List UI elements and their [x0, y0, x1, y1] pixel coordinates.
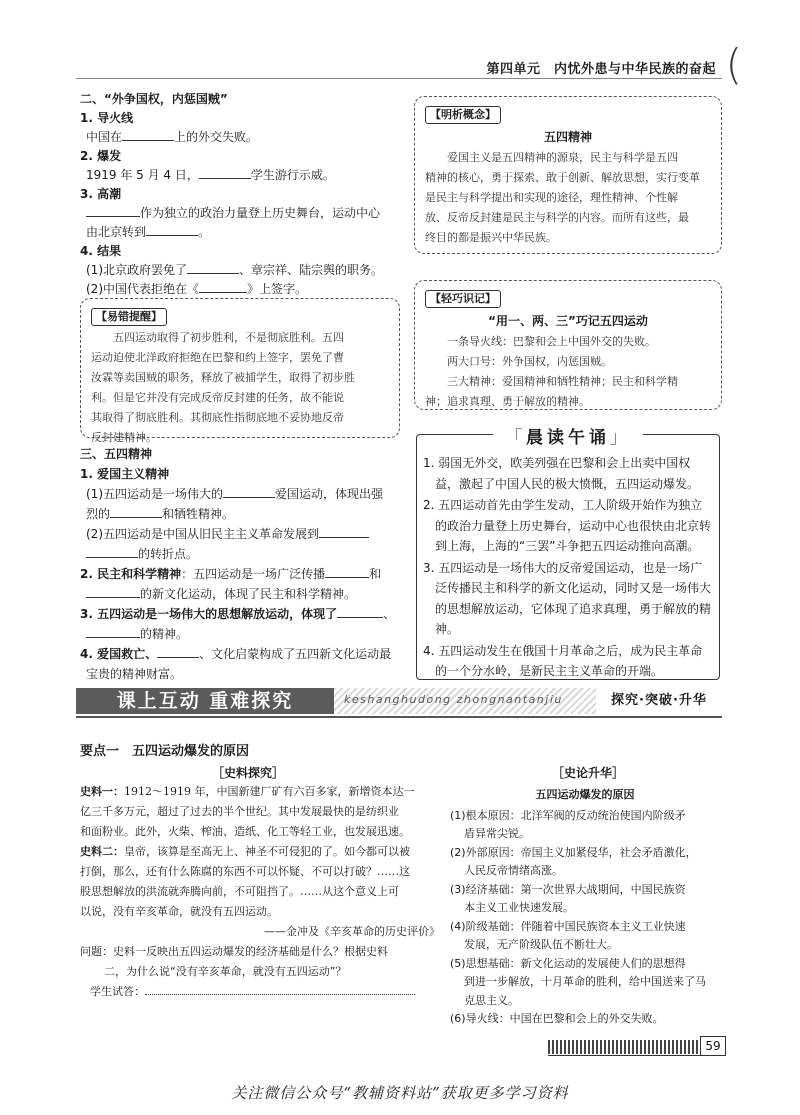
tip-line: 其取得了彻底胜利。其彻底性指彻底地不妥协地反帝: [91, 411, 344, 424]
p1b-post: 和牺牲精神。: [162, 507, 235, 521]
democracy-head: 2. 民主和科学精神: [80, 567, 182, 581]
material-line: 股思想解放的洪流就奔腾向前，不可阻挡了。……从这个意义上可: [80, 885, 399, 898]
p2b-post: 的转折点。: [138, 547, 199, 561]
item-4-post: 、文化启蒙构成了五四新文化运动最: [199, 647, 392, 661]
reason-line: (4)阶级基础：伴随着中国民族资本主义工业快速: [450, 919, 686, 933]
banner-underline: [76, 716, 722, 718]
page-number: 59: [700, 1036, 726, 1056]
fill-blank[interactable]: [325, 565, 369, 578]
p2a: (2)五四运动是中国从旧民主主义革命发展到: [86, 527, 319, 541]
reason-line: 克思主义。: [464, 993, 519, 1007]
tip-line: 反封建精神。: [91, 431, 157, 444]
item-1-text-post: 上的外交失败。: [174, 130, 259, 144]
h3-post: 、: [383, 607, 396, 621]
answer-label: 学生试答：: [90, 985, 145, 998]
fill-blank[interactable]: [157, 645, 199, 658]
p1a-pre: (1)五四运动是一场伟大的: [86, 487, 223, 501]
page-number-bar: [548, 1040, 698, 1054]
item-3-text-2-pre: 由北京转到: [86, 225, 147, 239]
item-3-text-1: 作为独立的政治力量登上历史舞台，运动中心: [140, 206, 381, 220]
tip-line: 五四运动取得了初步胜利，不是彻底胜利。五四: [113, 331, 344, 344]
recite-title: 晨读午诵: [526, 428, 610, 448]
p1b-pre: 烈的: [86, 507, 111, 521]
memory-line: 神；追求真理、勇于解放的精神。: [425, 395, 590, 408]
answer-input-line[interactable]: [145, 982, 415, 995]
banner-pinyin: keshanghudong zhongnantanjiu: [344, 693, 563, 706]
fill-blank[interactable]: [199, 166, 251, 179]
concept-line: 是民主与科学提出和实现的途径，理性精神、个性解: [425, 191, 678, 204]
recite-item: 3. 五四运动是一场伟大的反帝爱国运动，也是一场广泛传播民主和科学的新文化运动，同时又是一场伟大的思想解放运动，它体现了追求真理，勇于解放的精神。: [423, 560, 712, 636]
fill-blank[interactable]: [223, 485, 275, 498]
material-line: 和面粉业。此外，火柴、榨油、造纸、化工等轻工业，也发展迅速。: [80, 825, 410, 838]
liberation-head: 3. 五四运动是一场伟大的思想解放运动，体现了: [80, 607, 338, 621]
item-2-text-post: 学生游行示威。: [250, 168, 335, 182]
memory-line: 一条导火线：巴黎和会上中国外交的失败。: [447, 335, 656, 348]
recite-item: 1. 弱国无外交，欧美列强在巴黎和会上出卖中国权益，激起了中国人民的极大愤慨，五四运动爆发。: [423, 456, 700, 491]
question-line: 问题：史料一反映出五四运动爆发的经济基础是什么？根据史料: [80, 945, 388, 958]
reason-line: (3)经济基础：第一次世界大战期间，中国民族资: [450, 882, 686, 896]
section-2-title: 二、“外争国权，内惩国贼”: [80, 92, 228, 106]
section-2-item-1-head: 1. 导火线: [80, 111, 134, 125]
tip-line: 利。但是它并没有完成反帝反封建的任务，故不能说: [91, 391, 344, 404]
reason-line: 发展，无产阶级队伍不断壮大。: [464, 938, 618, 951]
reason-line: (6)导火线：中国在巴黎和会上的外交失败。: [450, 1012, 664, 1025]
footer-note: 关注微信公众号“教辅资料站”获取更多学习资料: [231, 1084, 569, 1102]
p3a: ：五四运动是一场广泛传播: [181, 567, 326, 581]
item-1-text-pre: 中国在: [86, 130, 123, 144]
fill-blank[interactable]: [319, 525, 369, 538]
concept-line: 爱国主义是五四精神的源泉，民主与科学是五四: [447, 151, 678, 164]
concept-box: [414, 96, 722, 254]
header-bracket-decoration: (: [725, 40, 742, 89]
point-1-title: 要点一 五四运动爆发的原因: [80, 744, 250, 759]
reason-line: (1)根本原因：北洋军阀的反动统治使国内阶级矛: [450, 808, 686, 822]
reason-line: 本主义工业快速发展。: [464, 901, 574, 914]
theory-head: ［史论升华］: [552, 766, 625, 780]
section-3: [80, 444, 410, 684]
fill-blank[interactable]: [146, 223, 198, 236]
question-line: 二，为什么说“没有辛亥革命，就没有五四运动”？: [104, 965, 347, 978]
section-3-title: 三、五四精神: [80, 447, 153, 461]
fill-blank[interactable]: [199, 280, 247, 293]
banner-subtitle: 探究·突破·升华: [596, 688, 722, 714]
mistake-tip-box: [80, 298, 400, 444]
header-divider: [76, 78, 722, 79]
reasons-title: 五四运动爆发的原因: [535, 788, 635, 801]
material-head: ［史料探究］: [212, 766, 285, 780]
result-1-pre: (1)北京政府罢免了: [86, 263, 187, 277]
reason-line: 到进一步解放，十月革命的胜利，给中国送来了马: [464, 975, 706, 988]
memory-box: [414, 280, 722, 410]
fill-blank[interactable]: [187, 261, 239, 274]
reason-line: (2)外部原因：帝国主义加紧侵华，社会矛盾激化，: [450, 845, 697, 859]
reasons-block: [450, 786, 720, 1029]
fill-blank[interactable]: [337, 605, 383, 618]
item-4-line2: 宝贵的精神财富。: [86, 667, 183, 681]
p4b-post: 的精神。: [140, 627, 189, 641]
item-4-pre: 4. 爱国救亡、: [80, 647, 158, 661]
fill-blank[interactable]: [122, 128, 174, 141]
material-line: 1912～1919 年，中国新建厂矿有六百多家，新增资本达一: [124, 785, 415, 798]
concept-title: 五四精神: [543, 130, 592, 144]
result-2-pre: (2)中国代表拒绝在《: [86, 282, 199, 296]
reason-line: 人民反帝情绪高涨。: [464, 864, 563, 877]
item-2-text-pre: 1919 年 5 月 4 日，: [86, 168, 199, 182]
item-3-text-2-post: 。: [198, 225, 211, 239]
fill-blank[interactable]: [86, 585, 140, 598]
concept-line: 精神的核心，勇于探索、敢于创新、解放思想，实行变革: [425, 171, 700, 184]
fill-blank[interactable]: [86, 204, 140, 217]
material-block: [80, 782, 440, 1002]
section-banner: [76, 688, 722, 714]
recite-item: 2. 五四运动首先由学生发动，工人阶级开始作为独立的政治力量登上历史舞台，运动中心也很快由北京转到上海，上海的“三罢”斗争把五四运动推向高潮。: [423, 498, 712, 553]
section-2-item-2-head: 2. 爆发: [80, 149, 122, 163]
result-2-post: 》上签字。: [247, 282, 308, 296]
concept-line: 终目的都是振兴中华民族。: [425, 231, 557, 244]
banner-hatch: [334, 688, 596, 714]
p3b-post: 的新文化运动，体现了民主和科学精神。: [140, 587, 357, 601]
material-1-label: 史料一：: [80, 785, 124, 798]
patriotism-head: 1. 爱国主义精神: [80, 467, 170, 481]
memory-tag: 【轻巧识记】: [425, 290, 501, 308]
material-line: 皇帝，该算是至高无上、神圣不可侵犯的了。如今都可以被: [124, 845, 410, 858]
reason-line: (5)思想基础：新文化运动的发展使人们的思想得: [450, 956, 686, 970]
page-number-underline: [548, 1055, 724, 1056]
material-source: ——金冲及《辛亥革命的历史评价》: [264, 925, 440, 938]
tip-line: 运动迫使北洋政府拒绝在巴黎和约上签字，罢免了曹: [91, 351, 344, 364]
section-2: [80, 90, 400, 299]
tip-line: 汝霖等卖国贼的职务，释放了被捕学生，取得了初步胜: [91, 371, 355, 384]
reason-line: 盾异常尖锐。: [464, 827, 530, 840]
memory-line: 两大口号：外争国权，内惩国贼。: [447, 355, 612, 368]
unit-header-title: 第四单元 内忧外患与中华民族的奋起: [486, 62, 716, 77]
concept-tag: 【明析概念】: [425, 106, 501, 124]
result-1-post: 、章宗祥、陆宗舆的职务。: [239, 263, 384, 277]
memory-title: “用一、两、三”巧记五四运动: [488, 314, 648, 328]
p3a-and: 和: [369, 567, 382, 581]
fill-blank[interactable]: [110, 505, 162, 518]
concept-line: 放、反帝反封建是民主与科学的内容。而所有这些，最: [425, 211, 689, 224]
fill-blank[interactable]: [86, 625, 140, 638]
mistake-tip-tag: 【易错提醒】: [91, 308, 167, 326]
section-2-item-3-head: 3. 高潮: [80, 187, 122, 201]
recite-box: 「晨读午诵」 1. 弱国无外交，欧美列强在巴黎和会上出卖中国权益，激起了中国人民的极大愤慨，五四运动爆发。 2. 五四运动首先由学生发动，工人阶级开始作为独立的政治力量登上历史舞台，运动中心也很快由北京转到上海，上海的“三罢”斗争把五四运动推向高潮。 3. 五四运动是一场伟大的反帝爱国运动，也是一场广泛传播民主和科学的新文化运动，同时又是一场伟大的思想解放运动，它体现了追求真理，勇于解放的精神。 4. 五四运动发生在俄国十月革命之后，成为民主革命的一个分水岭，是新民主主义革命的开端。: [416, 434, 720, 680]
memory-line: 三大精神：爱国精神和牺牲精神；民主和科学精: [447, 375, 678, 388]
banner-title: 课上互动 重难探究: [76, 688, 334, 714]
p1a-post: 爱国运动，体现出强: [275, 487, 384, 501]
material-line: 以说，没有辛亥革命，就没有五四运动。: [80, 905, 278, 918]
material-line: 打倒，那么，还有什么陈腐的东西不可以怀疑、不可以打破？……这: [80, 865, 410, 878]
material-2-label: 史料二：: [80, 845, 124, 858]
section-2-item-4-head: 4. 结果: [80, 244, 122, 258]
fill-blank[interactable]: [86, 545, 138, 558]
material-line: 亿三千多万元，超过了过去的半个世纪。其中发展最快的是纺织业: [80, 805, 399, 818]
recite-item: 4. 五四运动发生在俄国十月革命之后，成为民主革命的一个分水岭，是新民主主义革命的开端。: [423, 643, 703, 678]
